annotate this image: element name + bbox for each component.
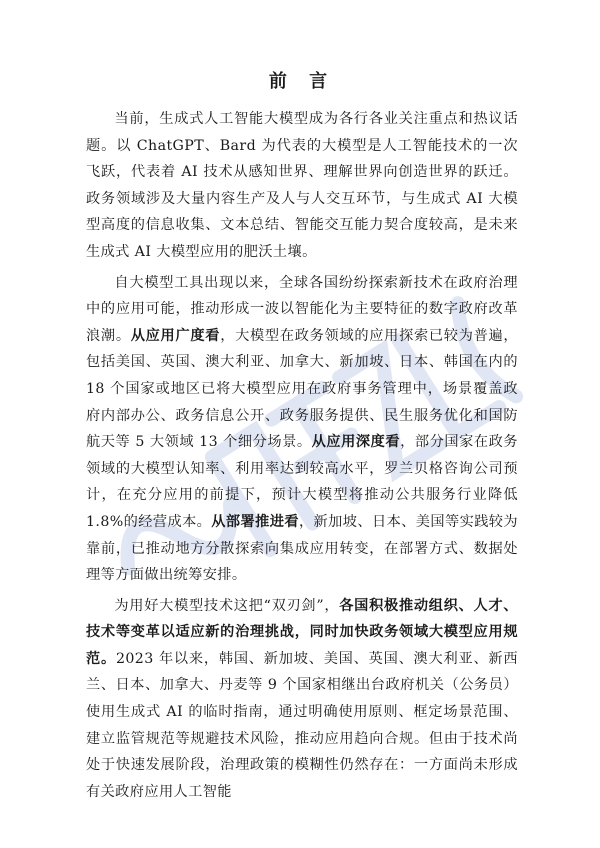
paragraph-3 bbox=[86, 593, 518, 806]
paragraph-3-emphasis: 各国积极推动组织、人才、技术等变革以适应新的治理挑战，同时加快政务领域大模型应用规范。 bbox=[86, 597, 518, 667]
paragraph-3-text: 2023 年以来，韩国、新加坡、美国、英国、澳大利亚、新西兰、日本、加拿大、丹麦等 9 个国家相继出台政府机关（公务员）使用生成式 AI 的临时指南，通过明确使用原则、框定场景范围、建立监管规范等规避技术风险，推动应用趋向合规。但由于技术尚处于快速发展阶段，治理政策的模糊性仍然存在：一方面尚未形成有关政府应用人工智能 bbox=[86, 650, 518, 800]
paragraph-2-intro: 自大模型工具出现以来，全球各国纷纷探索新技术在政府治理中的应用可能，推动形成一波以智能化为主要特征的数字政府改革浪潮。 bbox=[86, 274, 518, 344]
document-body bbox=[86, 64, 518, 809]
paragraph-2-deployment-text: ，新加坡、日本、美国等实践较为靠前，已推动地方分散探索向集成应用转变，在部署方式、数据处理等方面做出统筹安排。 bbox=[86, 513, 518, 584]
paragraph-2-breadth-text: ，大模型在政务领域的应用探索已较为普遍，包括美国、英国、澳大利亚、加拿大、新加坡、日本、韩国在内的 18 个国家或地区已将大模型应用在政府事务管理中，场景覆盖政府内部办公、政务信息公开、政务服务提供、民生服务优化和国防航天等 5 大领域 13 个细分场景。 bbox=[86, 327, 519, 451]
paragraph-2-deployment-heading: 从部署推进看 bbox=[211, 513, 299, 530]
page-title: 前 言 bbox=[268, 71, 336, 92]
paragraph-2-depth-text: ，部分国家在政务领域的大模型认知率、利用率达到较高水平，罗兰贝格咨询公司预计，在充分应用的前提下，预计大模型将推动公共服务行业降低 1.8%的经营成本。 bbox=[86, 434, 518, 530]
paragraph-3-intro: 为用好大模型技术这把“双刃剑”， bbox=[114, 597, 340, 614]
paragraph-1 bbox=[86, 106, 518, 266]
paragraph-2 bbox=[86, 270, 518, 589]
paragraph-2-depth-heading: 从应用深度看 bbox=[311, 434, 401, 451]
paragraph-2-breadth-heading: 从应用广度看 bbox=[130, 327, 221, 344]
paragraph-1-text: 当前，生成式人工智能大模型成为各行各业关注重点和热议话题。以 ChatGPT、Bard 为代表的大模型是人工智能技术的一次飞跃，代表着 AI 技术从感知世界、理解世界向创造世界的跃迁。政务领域涉及大量内容生产及人与人交互环节，与生成式 AI 大模型高度的信息收集、文本总结、智能交互能力契合度较高，是未来生成式 AI 大模型应用的肥沃土壤。 bbox=[86, 111, 518, 260]
